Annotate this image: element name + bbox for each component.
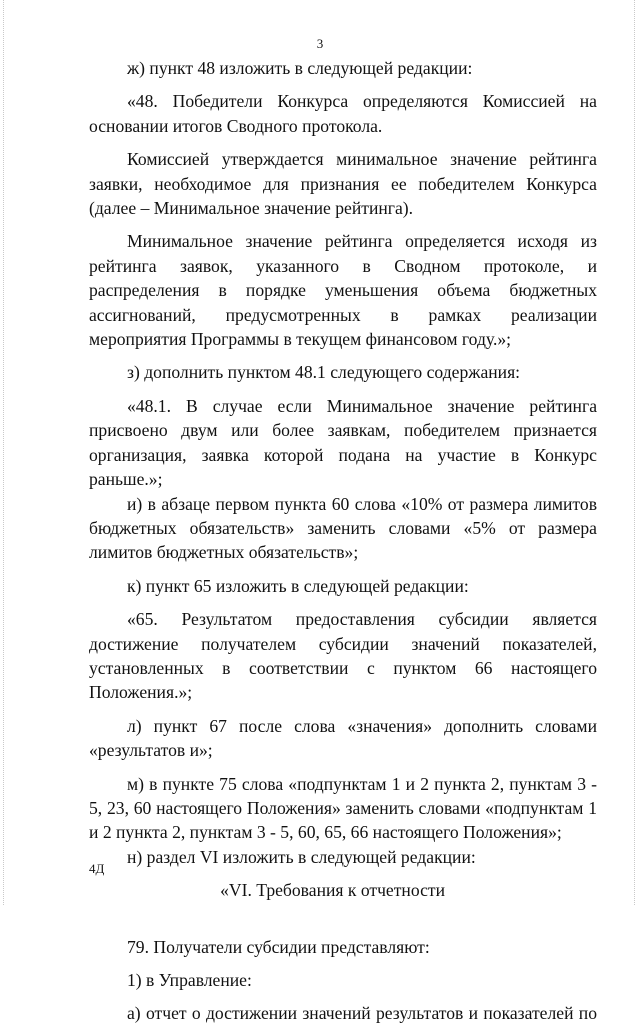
paragraph: н) раздел VI изложить в следующей редакции: — [127, 846, 476, 867]
paragraph: и) в абзаце первом пункта 60 слова «10% от размера лимитов бюджетных обязательств» заменить словами «5% от размера лимитов бюджетных обязательств»; — [89, 493, 597, 563]
paragraph: ж) пункт 48 изложить в следующей редакции: — [127, 58, 473, 78]
paragraph: л) пункт 67 после слова «значения» дополнить словами «результатов и»; — [89, 715, 597, 761]
document-body — [89, 56, 597, 1026]
blank-line — [89, 903, 597, 935]
footer-code: 4Д — [89, 861, 105, 876]
section-heading: «VI. Требования к отчетности — [220, 880, 445, 901]
paragraph: м) в пункте 75 слова «подпунктам 1 и 2 пункта 2, пунктам 3 - 5, 23, 60 настоящего Положения» заменить словами «подпунктам 1 и 2 пункта 2, пунктам 3 - 5, 60, 65, 66 настоящего Положения»; — [89, 773, 597, 843]
page-number: 3 — [316, 36, 324, 51]
paragraph: к) пункт 65 изложить в следующей редакции: — [127, 575, 469, 596]
paragraph: «65. Результатом предоставления субсидии является достижение получателем субсидии значений показателей, установленных в соответствии с пунктом 66 настоящего Положения.»; — [89, 609, 597, 703]
paragraph: 1) в Управление: — [127, 970, 252, 990]
scan-left-edge — [3, 0, 5, 905]
paragraph: а) отчет о достижении значений результатов и показателей по — [127, 1003, 597, 1024]
scan-right-edge — [634, 0, 636, 905]
paragraph: «48. Победители Конкурса определяются Комиссией на основании итогов Сводного протокола. — [89, 91, 597, 136]
paragraph: Минимальное значение рейтинга определяется исходя из рейтинга заявок, указанного в Сводном протоколе, и распределения в порядке уменьшения объема бюджетных ассигнований, предусмотренных в рамках реализации мероприятия Программы в текущем финансовом году.»; — [89, 231, 597, 350]
paragraph: з) дополнить пунктом 48.1 следующего содержания: — [127, 362, 521, 383]
paragraph: Комиссией утверждается минимальное значение рейтинга заявки, необходимое для признания ее победителем Конкурса (далее – Минимальное значение рейтинга). — [89, 149, 597, 219]
paragraph: «48.1. В случае если Минимальное значение рейтинга присвоено двум или более заявкам, победителем признается организация, заявка которой подана на участие в Конкурс раньше.»; — [89, 395, 597, 490]
paragraph: 79. Получатели субсидии представляют: — [127, 936, 430, 957]
